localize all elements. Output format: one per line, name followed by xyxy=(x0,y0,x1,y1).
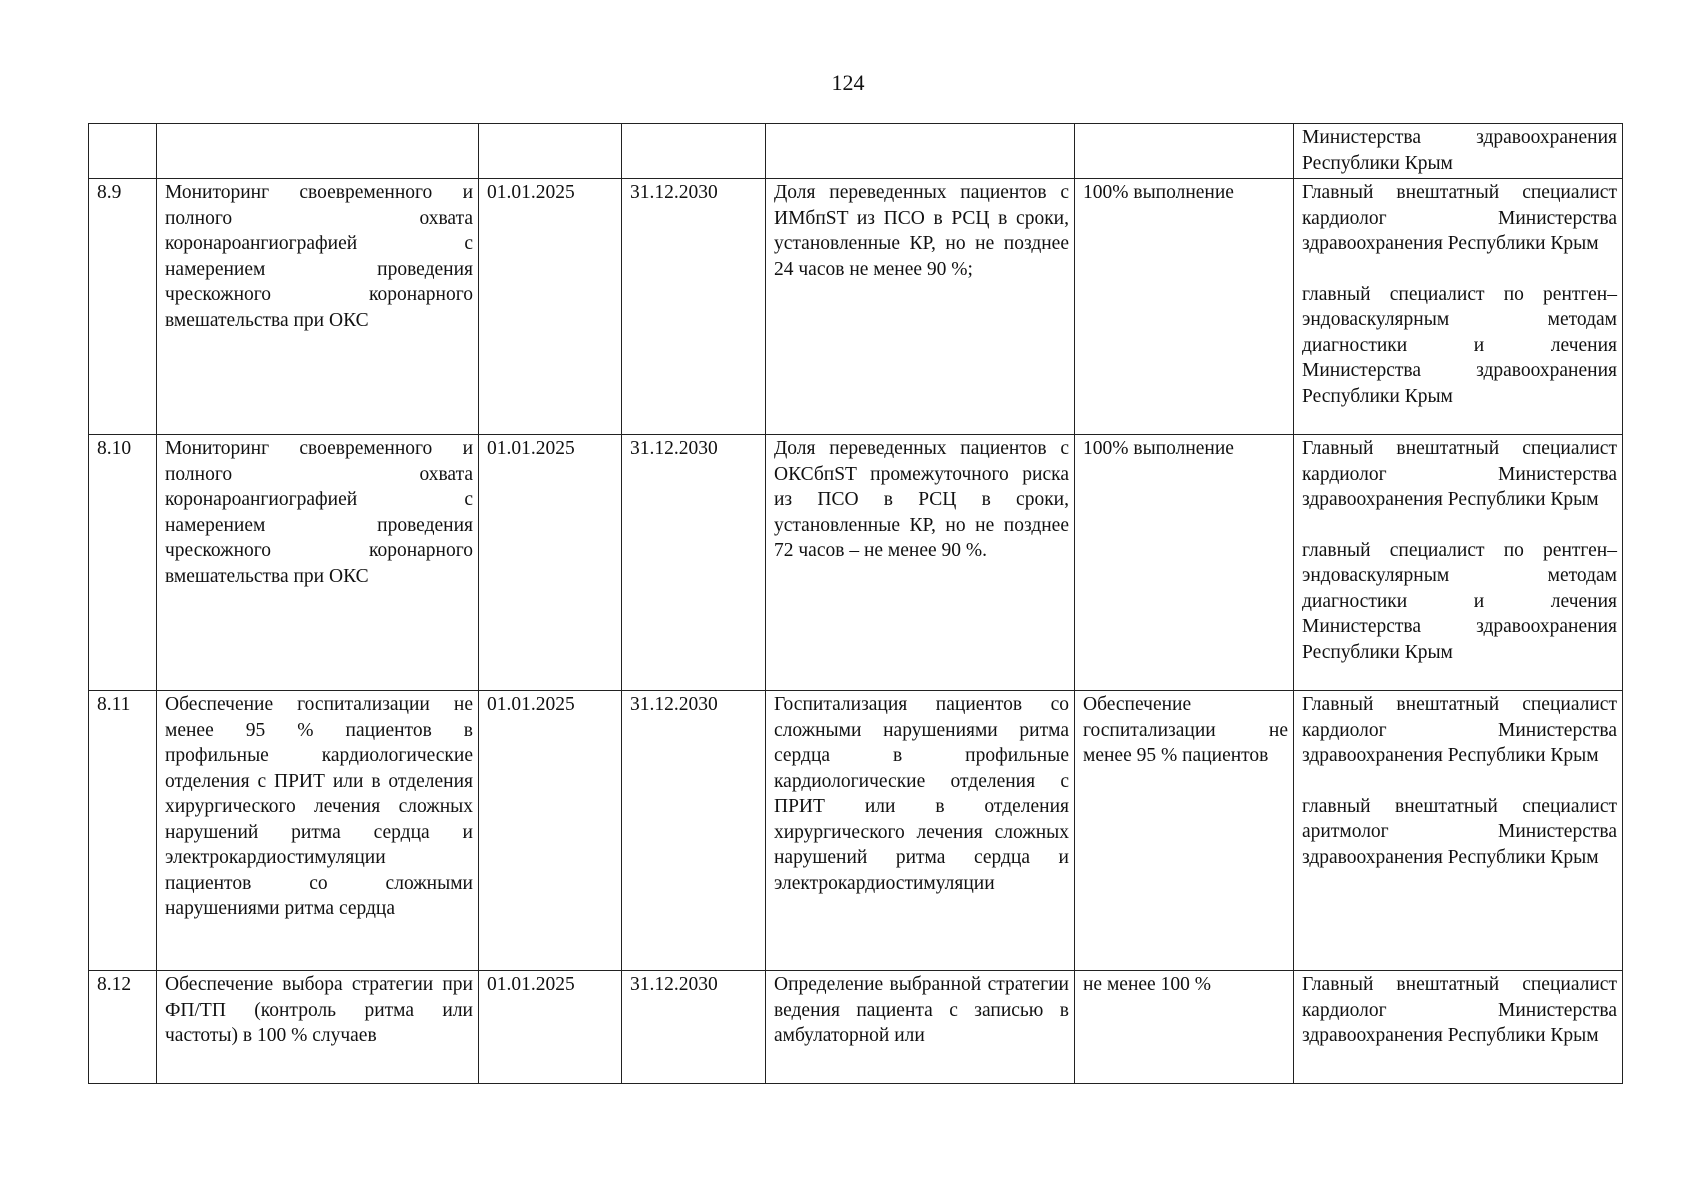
cell-result: Обеспечение госпитализации не менее 95 % пациентов xyxy=(1075,691,1294,971)
spacer xyxy=(1302,513,1617,538)
cell-indicator xyxy=(766,124,1075,179)
responsible-entry: Главный внештатный специалист кардиолог Министерства здравоохранения Республики Крым xyxy=(1302,694,1617,766)
cell-start-date: 01.01.2025 xyxy=(479,691,622,971)
cell-result xyxy=(1075,124,1294,179)
cell-activity: Обеспечение выбора стратегии при ФП/ТП (контроль ритма или частоты) в 100 % случаев xyxy=(157,971,479,1084)
cell-responsible xyxy=(1294,179,1623,435)
responsible-entry: Главный внештатный специалист кардиолог Министерства здравоохранения Республики Крым xyxy=(1302,974,1617,1046)
spacer xyxy=(1302,769,1617,794)
cell-num: 8.10 xyxy=(89,435,157,691)
cell-responsible xyxy=(1294,691,1623,971)
cell-start-date: 01.01.2025 xyxy=(479,435,622,691)
cell-responsible: Министерства здравоохранения Республики Крым xyxy=(1294,124,1623,179)
responsible-entry: Главный внештатный специалист кардиолог Министерства здравоохранения Республики Крым xyxy=(1302,438,1617,510)
cell-activity: Обеспечение госпитализации не менее 95 % пациентов в профильные кардиологические отделения с ПРИТ или в отделения хирургического лечения сложных нарушений ритма сердца и электрокардиостимуляции пациентов со сложными нарушениями ритма сердца xyxy=(157,691,479,971)
cell-num xyxy=(89,124,157,179)
table-row xyxy=(89,435,1623,691)
cell-result: 100% выполнение xyxy=(1075,179,1294,435)
table-row xyxy=(89,179,1623,435)
responsible-entry: главный специалист по рентген–эндоваскулярным методам диагностики и лечения Министерства здравоохранения Республики Крым xyxy=(1302,539,1617,663)
page-number: 124 xyxy=(831,70,865,95)
cell-end-date: 31.12.2030 xyxy=(622,691,766,971)
cell-indicator: Госпитализация пациентов со сложными нарушениями ритма сердца в профильные кардиологические отделения с ПРИТ или в отделения хирургического лечения сложных нарушений ритма сердца и электрокардиостимуляции xyxy=(766,691,1075,971)
cell-indicator: Доля переведенных пациентов с ИМбпST из ПСО в РСЦ в сроки, установленные КР, но не позднее 24 часов не менее 90 %; xyxy=(766,179,1075,435)
responsible-entry: Главный внештатный специалист кардиолог Министерства здравоохранения Республики Крым xyxy=(1302,182,1617,254)
cell-end-date: 31.12.2030 xyxy=(622,179,766,435)
cell-end-date: 31.12.2030 xyxy=(622,971,766,1084)
cell-start-date: 01.01.2025 xyxy=(479,971,622,1084)
table-row-continuation xyxy=(89,124,1623,179)
cell-end-date: 31.12.2030 xyxy=(622,435,766,691)
cell-start-date: 01.01.2025 xyxy=(479,179,622,435)
activity-plan-table xyxy=(88,123,1623,1084)
cell-start-date xyxy=(479,124,622,179)
spacer xyxy=(1302,257,1617,282)
cell-responsible xyxy=(1294,971,1623,1084)
cell-end-date xyxy=(622,124,766,179)
cell-result: 100% выполнение xyxy=(1075,435,1294,691)
cell-result: не менее 100 % xyxy=(1075,971,1294,1084)
cell-activity xyxy=(157,124,479,179)
cell-num: 8.11 xyxy=(89,691,157,971)
responsible-entry: главный специалист по рентген–эндоваскулярным методам диагностики и лечения Министерства здравоохранения Республики Крым xyxy=(1302,283,1617,407)
cell-indicator: Доля переведенных пациентов с ОКСбпST промежуточного риска из ПСО в РСЦ в сроки, установленные КР, но не позднее 72 часов – не менее 90 %. xyxy=(766,435,1075,691)
cell-activity: Мониторинг своевременного и полного охвата коронароангиографией с намерением проведения чрескожного коронарного вмешательства при ОКС xyxy=(157,179,479,435)
cell-num: 8.9 xyxy=(89,179,157,435)
cell-indicator: Определение выбранной стратегии ведения пациента с записью в амбулаторной или xyxy=(766,971,1075,1084)
cell-num: 8.12 xyxy=(89,971,157,1084)
cell-responsible xyxy=(1294,435,1623,691)
table-row xyxy=(89,971,1623,1084)
cell-activity: Мониторинг своевременного и полного охвата коронароангиографией с намерением проведения чрескожного коронарного вмешательства при ОКС xyxy=(157,435,479,691)
responsible-entry: главный внештатный специалист аритмолог Министерства здравоохранения Республики Крым xyxy=(1302,795,1617,868)
table-row xyxy=(89,691,1623,971)
